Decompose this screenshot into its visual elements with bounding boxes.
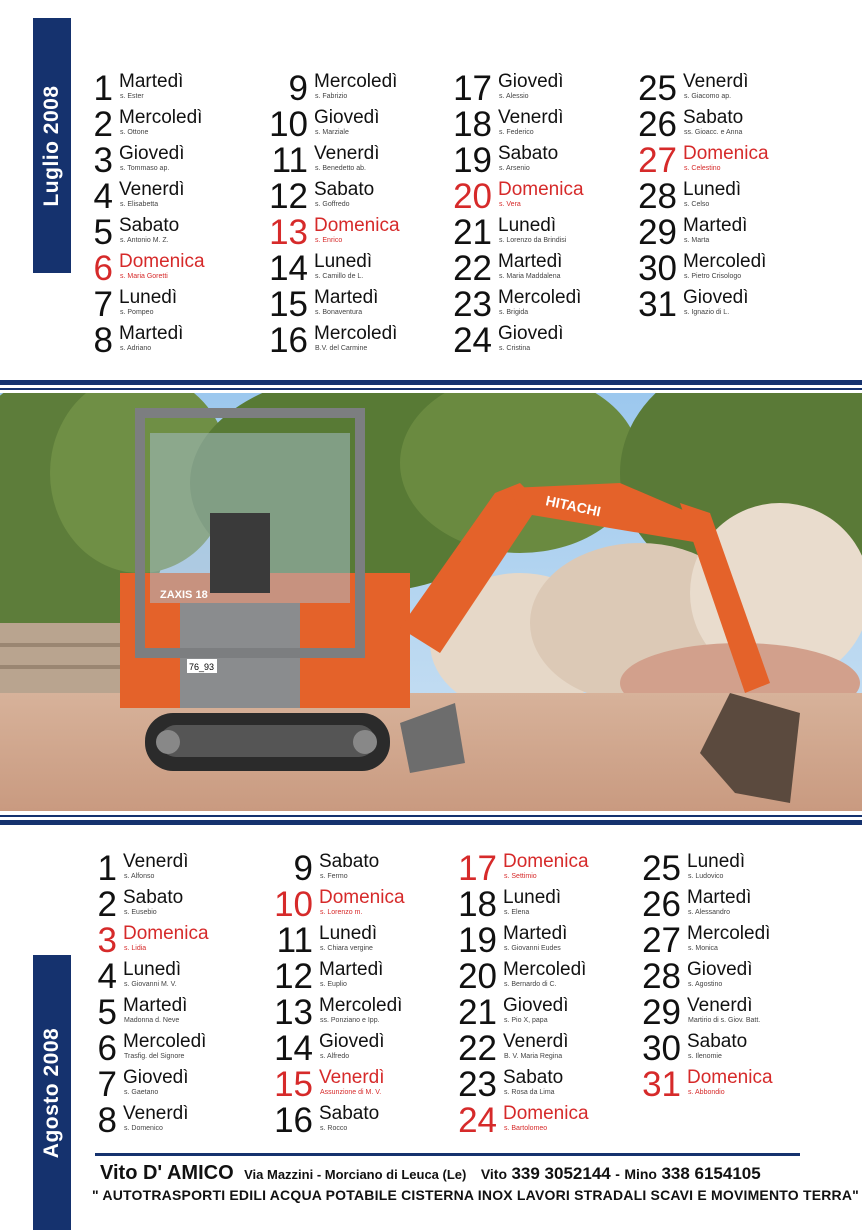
weekday-name: Sabato bbox=[119, 215, 180, 236]
day-number: 17 bbox=[453, 69, 492, 108]
weekday-name: Venerdì bbox=[123, 851, 189, 872]
saint-name: ss. Gioacc. e Anna bbox=[684, 129, 743, 136]
day-number: 23 bbox=[458, 1065, 497, 1104]
footer-name: Vito D' AMICO bbox=[100, 1162, 234, 1184]
weekday-name: Martedì bbox=[119, 71, 184, 92]
saint-name: s. Celestino bbox=[684, 165, 721, 172]
bottom-divider-stripe bbox=[0, 820, 862, 825]
july-day-cell bbox=[638, 285, 862, 324]
day-number: 22 bbox=[458, 1029, 497, 1068]
day-number: 7 bbox=[93, 285, 113, 324]
weekday-name: Giovedì bbox=[687, 959, 753, 980]
saint-name: s. Cristina bbox=[499, 345, 531, 352]
saint-name: s. Bonaventura bbox=[315, 309, 363, 316]
august-day-cell bbox=[97, 849, 308, 888]
day-number: 8 bbox=[93, 321, 113, 360]
day-number: 8 bbox=[97, 1101, 117, 1140]
weekday-name: Venerdì bbox=[123, 1103, 189, 1124]
weekday-name: Lunedì bbox=[314, 251, 373, 272]
day-number: 18 bbox=[458, 885, 497, 924]
day-number: 28 bbox=[638, 177, 677, 216]
saint-name: s. Gaetano bbox=[124, 1089, 159, 1096]
weekday-name: Lunedì bbox=[319, 923, 378, 944]
photo-model: ZAXIS 18 bbox=[160, 589, 208, 601]
weekday-name: Domenica bbox=[119, 251, 205, 272]
day-number: 13 bbox=[269, 213, 308, 252]
day-number: 21 bbox=[458, 993, 497, 1032]
day-number: 15 bbox=[269, 285, 308, 324]
bottom-divider-stripe-thin bbox=[0, 815, 862, 817]
saint-name: s. Ester bbox=[120, 93, 144, 100]
saint-name: Martirio di s. Giov. Batt. bbox=[688, 1017, 761, 1024]
saint-name: s. Benedetto ab. bbox=[315, 165, 366, 172]
weekday-name: Domenica bbox=[503, 1103, 589, 1124]
august-day-cell bbox=[642, 921, 862, 960]
saint-name: s. Camillo de L. bbox=[315, 273, 364, 280]
excavator-photo bbox=[0, 393, 862, 811]
saint-name: s. Domenico bbox=[124, 1125, 163, 1132]
day-number: 12 bbox=[274, 957, 313, 996]
day-number: 9 bbox=[288, 69, 308, 108]
saint-name: s. Maria Goretti bbox=[120, 273, 168, 280]
day-number: 19 bbox=[453, 141, 492, 180]
day-number: 11 bbox=[276, 921, 313, 960]
day-number: 11 bbox=[271, 141, 308, 180]
footer-separator: - bbox=[615, 1166, 620, 1182]
day-number: 3 bbox=[97, 921, 117, 960]
saint-name: s. Celso bbox=[684, 201, 710, 208]
weekday-name: Domenica bbox=[683, 143, 769, 164]
weekday-name: Giovedì bbox=[683, 287, 749, 308]
weekday-name: Domenica bbox=[319, 887, 405, 908]
august-month-tab bbox=[33, 955, 71, 1230]
saint-name: s. Fabrizio bbox=[315, 93, 348, 100]
saint-name: s. Maria Maddalena bbox=[499, 273, 561, 280]
saint-name: s. Pompeo bbox=[120, 309, 154, 316]
photo-plate: 76_93 bbox=[189, 662, 215, 672]
saint-name: s. Vera bbox=[499, 201, 521, 208]
saint-name: s. Federico bbox=[499, 129, 534, 136]
day-number: 6 bbox=[97, 1029, 117, 1068]
saint-name: s. Giacomo ap. bbox=[684, 93, 732, 100]
day-number: 4 bbox=[93, 177, 113, 216]
weekday-name: Mercoledì bbox=[498, 287, 582, 308]
weekday-name: Venerdì bbox=[498, 107, 564, 128]
weekday-name: Venerdì bbox=[319, 1067, 385, 1088]
saint-name: s. Lorenzo m. bbox=[320, 909, 363, 916]
saint-name: s. Ilenomie bbox=[688, 1053, 722, 1060]
saint-name: s. Adriano bbox=[120, 345, 152, 352]
saint-name: B. V. Maria Regina bbox=[504, 1053, 563, 1060]
day-number: 14 bbox=[269, 249, 308, 288]
day-number: 21 bbox=[453, 213, 492, 252]
saint-name: Assunzione di M. V. bbox=[320, 1089, 382, 1096]
saint-name: s. Fermo bbox=[320, 873, 348, 880]
weekday-name: Domenica bbox=[123, 923, 209, 944]
day-number: 1 bbox=[97, 849, 117, 888]
weekday-name: Mercoledì bbox=[687, 923, 771, 944]
saint-name: s. Euplio bbox=[320, 981, 347, 988]
day-number: 25 bbox=[642, 849, 681, 888]
day-number: 7 bbox=[97, 1065, 117, 1104]
weekday-name: Giovedì bbox=[119, 143, 185, 164]
weekday-name: Sabato bbox=[319, 851, 380, 872]
day-number: 27 bbox=[642, 921, 681, 960]
weekday-name: Mercoledì bbox=[314, 71, 398, 92]
weekday-name: Domenica bbox=[687, 1067, 773, 1088]
day-number: 1 bbox=[93, 69, 113, 108]
saint-name: s. Ludovico bbox=[688, 873, 724, 880]
saint-name: s. Bartolomeo bbox=[504, 1125, 548, 1132]
weekday-name: Sabato bbox=[314, 179, 375, 200]
weekday-name: Giovedì bbox=[498, 71, 564, 92]
footer-divider bbox=[95, 1153, 800, 1156]
day-number: 19 bbox=[458, 921, 497, 960]
saint-name: s. Alessandro bbox=[688, 909, 731, 916]
weekday-name: Martedì bbox=[687, 887, 752, 908]
day-number: 28 bbox=[642, 957, 681, 996]
day-number: 5 bbox=[93, 213, 113, 252]
day-number: 29 bbox=[638, 213, 677, 252]
august-day-cell bbox=[642, 885, 862, 924]
day-number: 29 bbox=[642, 993, 681, 1032]
weekday-name: Domenica bbox=[314, 215, 400, 236]
footer-address: Via Mazzini - Morciano di Leuca (Le) bbox=[244, 1167, 467, 1182]
weekday-name: Martedì bbox=[503, 923, 568, 944]
saint-name: s. Monica bbox=[688, 945, 718, 952]
weekday-name: Lunedì bbox=[123, 959, 182, 980]
day-number: 5 bbox=[97, 993, 117, 1032]
weekday-name: Sabato bbox=[319, 1103, 380, 1124]
day-number: 13 bbox=[274, 993, 313, 1032]
weekday-name: Martedì bbox=[683, 215, 748, 236]
footer-phone2-label: Mino bbox=[624, 1166, 657, 1182]
weekday-name: Venerdì bbox=[314, 143, 380, 164]
day-number: 4 bbox=[97, 957, 117, 996]
day-number: 26 bbox=[638, 105, 677, 144]
saint-name: s. Marta bbox=[684, 237, 710, 244]
weekday-name: Sabato bbox=[683, 107, 744, 128]
july-day-cell bbox=[638, 177, 862, 216]
footer-phone1: 339 3052144 bbox=[511, 1164, 611, 1183]
day-number: 25 bbox=[638, 69, 677, 108]
weekday-name: Domenica bbox=[498, 179, 584, 200]
weekday-name: Martedì bbox=[119, 323, 184, 344]
saint-name: s. Rocco bbox=[320, 1125, 348, 1132]
day-number: 3 bbox=[93, 141, 113, 180]
day-number: 23 bbox=[453, 285, 492, 324]
saint-name: s. Pio X, papa bbox=[504, 1017, 548, 1024]
top-divider-stripe bbox=[0, 380, 862, 385]
day-number: 9 bbox=[293, 849, 313, 888]
weekday-name: Sabato bbox=[687, 1031, 748, 1052]
day-number: 10 bbox=[269, 105, 308, 144]
saint-name: Madonna d. Neve bbox=[124, 1017, 180, 1024]
day-number: 26 bbox=[642, 885, 681, 924]
july-day-cell bbox=[638, 141, 862, 180]
day-number: 14 bbox=[274, 1029, 313, 1068]
weekday-name: Giovedì bbox=[314, 107, 380, 128]
august-day-cell bbox=[642, 993, 862, 1032]
saint-name: Trasfig. del Signore bbox=[124, 1053, 185, 1060]
day-number: 24 bbox=[453, 321, 492, 360]
day-number: 2 bbox=[93, 105, 113, 144]
august-calendar-grid bbox=[0, 849, 862, 1142]
day-number: 24 bbox=[458, 1101, 497, 1140]
weekday-name: Lunedì bbox=[498, 215, 557, 236]
day-number: 31 bbox=[642, 1065, 681, 1104]
day-number: 18 bbox=[453, 105, 492, 144]
weekday-name: Martedì bbox=[314, 287, 379, 308]
weekday-name: Giovedì bbox=[123, 1067, 189, 1088]
day-number: 31 bbox=[638, 285, 677, 324]
footer-services: " AUTOTRASPORTI EDILI ACQUA POTABILE CISTERNA INOX LAVORI STRADALI SCAVI E MOVIMENTO TERRA" bbox=[92, 1187, 860, 1203]
saint-name: s. Ignazio di L. bbox=[684, 309, 730, 316]
saint-name: s. Agostino bbox=[688, 981, 723, 988]
footer-phone2: 338 6154105 bbox=[661, 1164, 761, 1183]
saint-name: s. Brigida bbox=[499, 309, 529, 316]
saint-name: s. Alessio bbox=[499, 93, 529, 100]
weekday-name: Mercoledì bbox=[503, 959, 587, 980]
footer-phone1-label: Vito bbox=[480, 1166, 508, 1182]
day-number: 27 bbox=[638, 141, 677, 180]
weekday-name: Sabato bbox=[498, 143, 559, 164]
weekday-name: Venerdì bbox=[503, 1031, 569, 1052]
weekday-name: Sabato bbox=[123, 887, 184, 908]
saint-name: s. Marziale bbox=[315, 129, 349, 136]
footer-contact-line bbox=[100, 1162, 830, 1185]
weekday-name: Martedì bbox=[498, 251, 563, 272]
weekday-name: Martedì bbox=[123, 995, 188, 1016]
day-number: 22 bbox=[453, 249, 492, 288]
august-day-cell bbox=[642, 957, 862, 996]
saint-name: s. Alfredo bbox=[320, 1053, 350, 1060]
august-month-label: Agosto 2008 bbox=[40, 1027, 63, 1158]
august-day-cell bbox=[642, 1065, 862, 1104]
july-calendar-grid bbox=[0, 69, 862, 362]
saint-name: s. Chiara vergine bbox=[320, 945, 373, 952]
saint-name: B.V. del Carmine bbox=[315, 345, 368, 352]
saint-name: s. Lorenzo da Brindisi bbox=[499, 237, 567, 244]
day-number: 20 bbox=[453, 177, 492, 216]
weekday-name: Lunedì bbox=[687, 851, 746, 872]
day-number: 12 bbox=[269, 177, 308, 216]
weekday-name: Domenica bbox=[503, 851, 589, 872]
august-day-cell bbox=[458, 1101, 688, 1140]
day-number: 30 bbox=[642, 1029, 681, 1068]
weekday-name: Lunedì bbox=[119, 287, 178, 308]
day-number: 16 bbox=[274, 1101, 313, 1140]
saint-name: s. Ottone bbox=[120, 129, 149, 136]
saint-name: s. Tommaso ap. bbox=[120, 165, 170, 172]
day-number: 16 bbox=[269, 321, 308, 360]
day-number: 15 bbox=[274, 1065, 313, 1104]
weekday-name: Giovedì bbox=[503, 995, 569, 1016]
saint-name: ss. Ponziano e Ipp. bbox=[320, 1017, 380, 1024]
day-number: 6 bbox=[93, 249, 113, 288]
saint-name: s. Goffredo bbox=[315, 201, 350, 208]
july-day-cell bbox=[638, 105, 862, 144]
july-day-cell bbox=[638, 213, 862, 252]
july-day-cell bbox=[638, 249, 862, 288]
saint-name: s. Enrico bbox=[315, 237, 343, 244]
weekday-name: Lunedì bbox=[683, 179, 742, 200]
saint-name: s. Bernardo di C. bbox=[504, 981, 557, 988]
weekday-name: Giovedì bbox=[319, 1031, 385, 1052]
saint-name: s. Eusebio bbox=[124, 909, 157, 916]
weekday-name: Lunedì bbox=[503, 887, 562, 908]
saint-name: s. Giovanni M. V. bbox=[124, 981, 177, 988]
weekday-name: Giovedì bbox=[498, 323, 564, 344]
weekday-name: Venerdì bbox=[119, 179, 185, 200]
day-number: 20 bbox=[458, 957, 497, 996]
saint-name: s. Elena bbox=[504, 909, 530, 916]
saint-name: s. Alfonso bbox=[124, 873, 155, 880]
july-day-cell bbox=[638, 69, 862, 108]
saint-name: s. Abbondio bbox=[688, 1089, 725, 1096]
saint-name: s. Settimio bbox=[504, 873, 537, 880]
saint-name: s. Giovanni Eudes bbox=[504, 945, 561, 952]
july-day-cell bbox=[453, 321, 683, 360]
saint-name: s. Elisabetta bbox=[120, 201, 159, 208]
weekday-name: Mercoledì bbox=[314, 323, 398, 344]
saint-name: s. Lidia bbox=[124, 945, 147, 952]
saint-name: s. Antonio M. Z. bbox=[120, 237, 169, 244]
day-number: 2 bbox=[97, 885, 117, 924]
weekday-name: Mercoledì bbox=[119, 107, 203, 128]
august-day-cell bbox=[642, 1029, 862, 1068]
weekday-name: Mercoledì bbox=[319, 995, 403, 1016]
saint-name: s. Arsenio bbox=[499, 165, 530, 172]
saint-name: s. Pietro Crisologo bbox=[684, 273, 742, 280]
weekday-name: Venerdì bbox=[683, 71, 749, 92]
top-divider-stripe-thin bbox=[0, 388, 862, 390]
day-number: 10 bbox=[274, 885, 313, 924]
weekday-name: Venerdì bbox=[687, 995, 753, 1016]
july-day-cell bbox=[93, 69, 304, 108]
weekday-name: Mercoledì bbox=[123, 1031, 207, 1052]
weekday-name: Mercoledì bbox=[683, 251, 767, 272]
saint-name: s. Rosa da Lima bbox=[504, 1089, 555, 1096]
weekday-name: Sabato bbox=[503, 1067, 564, 1088]
photo-brand: HITACHI bbox=[544, 492, 603, 520]
july-month-label: Luglio 2008 bbox=[40, 84, 63, 207]
weekday-name: Martedì bbox=[319, 959, 384, 980]
day-number: 17 bbox=[458, 849, 497, 888]
day-number: 30 bbox=[638, 249, 677, 288]
august-day-cell bbox=[642, 849, 862, 888]
